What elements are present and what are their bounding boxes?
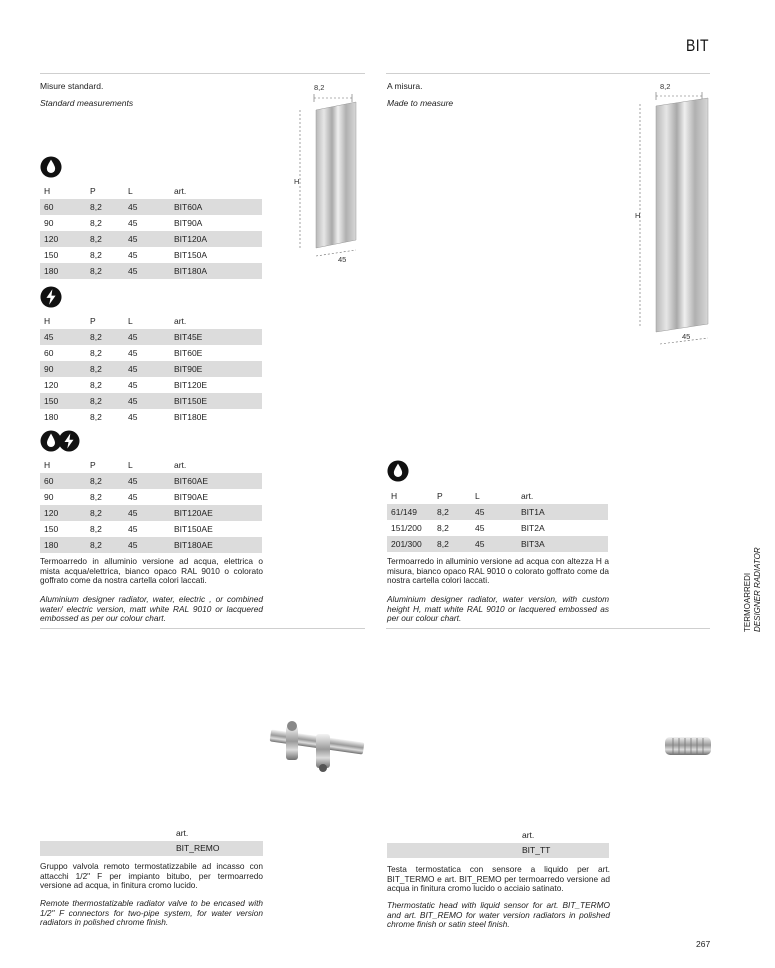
left-title-it: Misure standard. — [40, 81, 104, 91]
accessory-right-code: BIT_TT — [522, 845, 551, 855]
table-cell: 180 — [44, 412, 59, 422]
table-cell: 45 — [124, 199, 170, 215]
table-header-cell: P — [90, 186, 96, 196]
table-cell: BIT45E — [170, 329, 262, 345]
table-cell: 60 — [40, 473, 86, 489]
table-row — [40, 345, 262, 361]
table-cell: BIT60A — [170, 199, 262, 215]
accessory-left-description-it: Gruppo valvola remoto termostatizzabile ad incasso con attacchi 1/2" F per impianto bitubo, per termoarredo versione ad acqua, in finitura cromo lucido. — [40, 861, 263, 891]
table-cell: 60 — [44, 348, 54, 358]
table-header-cell: L — [128, 186, 133, 196]
table-cell: 45 — [471, 536, 517, 552]
table-row — [40, 521, 262, 537]
table-cell: 150 — [40, 393, 86, 409]
water-and-electric-icon — [40, 430, 80, 452]
table-cell: 150 — [44, 250, 59, 260]
right-title-en: Made to measure — [387, 98, 454, 108]
table-cell: 90 — [44, 218, 54, 228]
table-cell: 61/149 — [387, 504, 433, 520]
table-cell: 8,2 — [90, 380, 102, 390]
accessory-left-description-en: Remote thermostatizable radiator valve to be encased with 1/2" F connectors for two-pipe system, for water version radiators in polished chrome finish. — [40, 898, 263, 928]
table-header-cell: art. — [174, 316, 187, 326]
table-cell: BIT60E — [174, 348, 203, 358]
table-cell: 45 — [128, 380, 138, 390]
spec-table-electric — [40, 313, 262, 425]
table-cell: 45 — [128, 348, 138, 358]
table-row — [387, 536, 608, 552]
table-header-cell: P — [90, 316, 96, 326]
table-cell: 180 — [40, 537, 86, 553]
table-cell: 8,2 — [90, 524, 102, 534]
table-row — [40, 231, 262, 247]
table-cell: 8,2 — [90, 250, 102, 260]
table-cell: 8,2 — [433, 504, 471, 520]
accessory-right-code-row — [387, 843, 609, 858]
table-header-cell: P — [437, 491, 443, 501]
table-row — [387, 520, 608, 536]
table-header-row — [40, 457, 262, 473]
table-cell: 151/200 — [391, 523, 422, 533]
table-header-cell: art. — [521, 491, 534, 501]
table-header-cell: P — [90, 460, 96, 470]
table-cell: BIT60AE — [170, 473, 262, 489]
table-cell: 8,2 — [86, 393, 124, 409]
table-cell: BIT150AE — [174, 524, 213, 534]
table-cell: 45 — [124, 263, 170, 279]
table-cell: 45 — [124, 393, 170, 409]
table-cell: 8,2 — [90, 218, 102, 228]
table-header-row — [387, 488, 608, 504]
table-header-row — [40, 183, 262, 199]
table-cell: 120 — [40, 231, 86, 247]
table-cell: 45 — [124, 329, 170, 345]
right-description-en: Aluminium designer radiator, water version, with custom height H, matt white RAL 9010 or lacquered embossed as per our colour chart. — [387, 594, 609, 624]
table-header-row — [40, 313, 262, 329]
table-cell: 150 — [44, 524, 59, 534]
table-cell: BIT120A — [170, 231, 262, 247]
width-dim-label: 45 — [682, 332, 691, 341]
spec-table-custom — [387, 488, 608, 552]
accessory-left-code: BIT_REMO — [176, 843, 220, 853]
remote-valve-image — [268, 720, 366, 772]
page-number: 267 — [696, 939, 711, 949]
table-cell: 8,2 — [86, 537, 124, 553]
table-cell: BIT180E — [174, 412, 208, 422]
table-cell: 90 — [44, 492, 54, 502]
side-section-label — [743, 512, 769, 632]
table-cell: 8,2 — [86, 263, 124, 279]
table-cell: 45 — [124, 361, 170, 377]
table-cell: 45 — [475, 523, 485, 533]
table-header-cell: art. — [174, 460, 187, 470]
divider — [40, 73, 365, 74]
table-row — [387, 504, 608, 520]
table-cell: 45 — [128, 218, 138, 228]
table-row — [40, 377, 262, 393]
height-dim-label: H — [635, 211, 641, 220]
table-cell: BIT2A — [521, 523, 545, 533]
table-cell: 45 — [128, 492, 138, 502]
table-cell: BIT90E — [170, 361, 262, 377]
table-header-cell: H — [44, 316, 51, 326]
table-cell: 45 — [128, 250, 138, 260]
left-title-en: Standard measurements — [40, 98, 134, 108]
electric-bolt-icon — [40, 286, 62, 308]
table-row — [40, 473, 262, 489]
table-cell: 45 — [128, 412, 138, 422]
table-cell: 45 — [128, 524, 138, 534]
table-row — [40, 489, 262, 505]
table-row — [40, 409, 262, 425]
side-label-it: TERMOARREDI — [743, 572, 752, 632]
table-cell: BIT90A — [174, 218, 203, 228]
width-dim-label: 45 — [338, 255, 347, 264]
right-description-it: Termoarredo in alluminio versione ad acqua con altezza H a misura, bianco opaco RAL 9010 o colorato goffrato come da nostra cartella colori laccati. — [387, 556, 609, 586]
table-cell: 8,2 — [437, 523, 449, 533]
table-cell: 8,2 — [86, 361, 124, 377]
radiator-drawing-custom — [632, 80, 712, 345]
right-title-it: A misura. — [387, 81, 423, 91]
table-cell: 45 — [471, 504, 517, 520]
table-cell: 8,2 — [86, 505, 124, 521]
table-cell: 8,2 — [90, 412, 102, 422]
table-cell: 60 — [40, 199, 86, 215]
table-cell: BIT90AE — [174, 492, 209, 502]
table-cell: 201/300 — [387, 536, 433, 552]
divider — [40, 628, 365, 629]
divider — [386, 628, 710, 629]
table-row — [40, 505, 262, 521]
spec-table-mixed — [40, 457, 262, 553]
depth-dim-label: 8,2 — [314, 83, 325, 92]
table-cell: 90 — [40, 361, 86, 377]
table-cell: BIT1A — [517, 504, 608, 520]
table-header-cell: art. — [174, 186, 187, 196]
table-header-cell: L — [128, 316, 133, 326]
thermostatic-head-image — [665, 735, 711, 757]
table-cell: BIT3A — [517, 536, 608, 552]
spec-table-water — [40, 183, 262, 279]
accessory-right-description-en: Thermostatic head with liquid sensor for art. BIT_TERMO and art. BIT_REMO for water version radiators in polished chrome finish or satin steel finish. — [387, 900, 610, 930]
accessory-right-description-it: Testa termostatica con sensore a liquido per art. BIT_TERMO e art. BIT_REMO per termoarredo versione ad acqua in finitura cromo lucido o acciaio satinato. — [387, 864, 610, 894]
table-cell: 8,2 — [90, 348, 102, 358]
table-row — [40, 537, 262, 553]
left-description-it: Termoarredo in alluminio versione ad acqua, elettrica o mista acqua/elettrica, bianco opaco RAL 9010 o colorato goffrato come da nostra cartella colori laccati. — [40, 556, 263, 586]
table-header-cell: H — [44, 460, 51, 470]
brand-title: BIT — [686, 36, 709, 55]
table-cell: BIT120E — [174, 380, 208, 390]
table-row — [40, 215, 262, 231]
water-drop-icon — [40, 156, 62, 178]
table-cell: 45 — [124, 505, 170, 521]
table-row — [40, 199, 262, 215]
table-cell: 45 — [124, 473, 170, 489]
table-cell: 120 — [44, 380, 59, 390]
table-row — [40, 247, 262, 263]
table-cell: 8,2 — [86, 473, 124, 489]
table-row — [40, 263, 262, 279]
table-cell: 45 — [40, 329, 86, 345]
depth-dim-label: 8,2 — [660, 82, 671, 91]
table-row — [40, 329, 262, 345]
accessory-left-code-row — [40, 841, 263, 856]
table-row — [40, 361, 262, 377]
table-cell: 45 — [124, 537, 170, 553]
table-cell: BIT120AE — [170, 505, 262, 521]
table-cell: 8,2 — [86, 231, 124, 247]
table-cell: 8,2 — [86, 329, 124, 345]
table-cell: 45 — [124, 231, 170, 247]
table-cell: 120 — [40, 505, 86, 521]
table-cell: BIT150E — [170, 393, 262, 409]
height-dim-label: H — [294, 177, 300, 186]
table-cell: 8,2 — [433, 536, 471, 552]
divider — [386, 73, 710, 74]
table-cell: BIT180AE — [170, 537, 262, 553]
table-header-cell: L — [475, 491, 480, 501]
table-cell: BIT180A — [170, 263, 262, 279]
water-drop-icon — [387, 460, 409, 482]
accessory-left-art-label: art. — [176, 828, 189, 838]
table-header-cell: H — [44, 186, 51, 196]
table-header-cell: L — [128, 460, 133, 470]
radiator-drawing-standard — [290, 80, 370, 270]
table-header-cell: H — [391, 491, 398, 501]
table-cell: 8,2 — [86, 199, 124, 215]
left-description-en: Aluminium designer radiator, water, electric , or combined water/ electric version, matt white RAL 9010 or lacquered embossed as per our colour chart. — [40, 594, 263, 624]
table-cell: 180 — [40, 263, 86, 279]
side-label-en: DESIGNER RADIATOR — [753, 547, 762, 632]
accessory-right-art-label: art. — [522, 830, 535, 840]
table-row — [40, 393, 262, 409]
table-cell: BIT150A — [174, 250, 208, 260]
table-cell: 8,2 — [90, 492, 102, 502]
